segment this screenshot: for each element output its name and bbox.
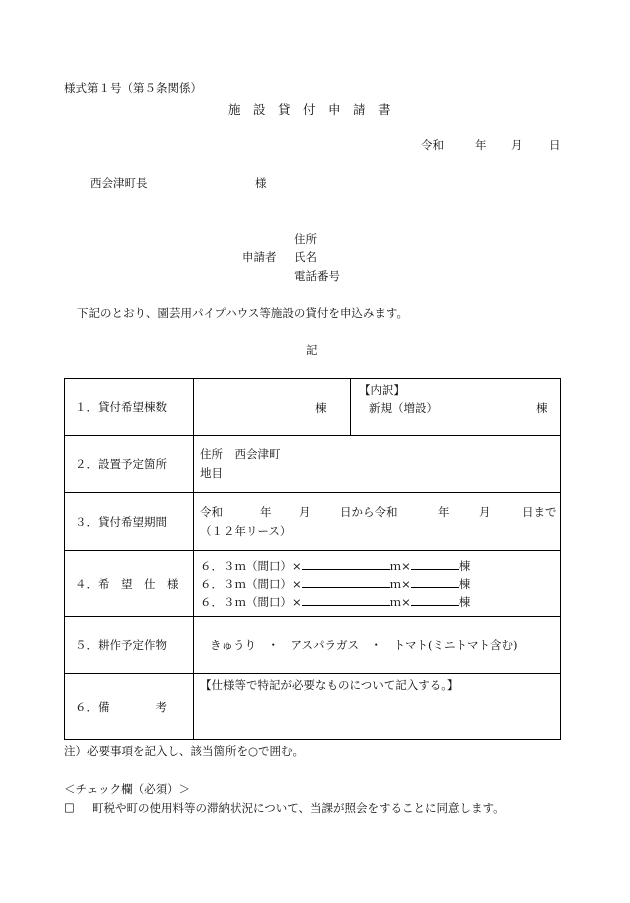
period-year-from: 年	[260, 505, 272, 519]
count-blank[interactable]	[411, 593, 459, 606]
table-row	[65, 617, 561, 674]
consent-checkbox[interactable]: □	[64, 800, 75, 814]
date-month: 月	[511, 138, 523, 152]
period-month-from: 月	[299, 505, 311, 519]
date-year: 年	[475, 138, 487, 152]
document-title: 施 設 貸 付 申 請 書	[228, 102, 391, 117]
spec-line: ６．３ｍ（間口）× ｍ× 棟	[200, 558, 471, 573]
breakdown-unit: 棟	[536, 401, 548, 415]
addressee: 西会津町長	[90, 176, 148, 190]
count-blank[interactable]	[411, 557, 459, 570]
table-row	[65, 493, 561, 551]
location-lot: 地目	[200, 466, 223, 480]
length-blank[interactable]	[302, 575, 390, 588]
length-blank[interactable]	[302, 557, 390, 570]
period-month-to: 月	[479, 505, 491, 519]
spec-line: ６．３ｍ（間口）× ｍ× 棟	[200, 576, 471, 591]
row-label: ３．貸付希望期間	[65, 493, 194, 551]
honorific: 様	[255, 176, 267, 190]
unit-label: 棟	[315, 401, 327, 415]
period-field[interactable]	[194, 493, 561, 551]
location-address: 住所 西会津町	[200, 447, 281, 461]
location-field[interactable]	[194, 436, 561, 493]
remarks-field[interactable]	[194, 674, 561, 740]
consent-text: 町税や町の使用料等の滞納状況について、当課が照会をすることに同意します。	[92, 801, 505, 815]
period-year-to: 年	[438, 505, 450, 519]
row-label: ６．備 考	[65, 674, 194, 740]
table-row	[65, 551, 561, 617]
form-number: 様式第１号（第５条関係）	[64, 81, 202, 95]
remarks-note: 【仕様等で特記が必要なものについて記入する。】	[200, 678, 459, 692]
intro-text: 下記のとおり、園芸用パイプハウス等施設の貸付を申込みます。	[77, 306, 408, 320]
building-count-field[interactable]	[194, 379, 351, 436]
breakdown-title: 【内訳】	[359, 383, 405, 397]
check-title: ＜チェック欄（必須）＞	[64, 782, 191, 796]
period-day-from: 日から令和	[340, 505, 398, 519]
footnote: 注）必要事項を記入し、該当箇所を○で囲む。	[64, 744, 305, 758]
breakdown-item: 新規（増設）	[369, 401, 438, 415]
period-era-from: 令和	[200, 505, 223, 519]
count-blank[interactable]	[411, 575, 459, 588]
length-blank[interactable]	[302, 593, 390, 606]
table-row	[65, 379, 561, 436]
applicant-phone-label: 電話番号	[294, 269, 340, 283]
lease-term: （１２年リース）	[200, 524, 292, 538]
spec-line: ６．３ｍ（間口）× ｍ× 棟	[200, 594, 471, 609]
date-day: 日	[549, 138, 561, 152]
row-label: ５．耕作予定作物	[65, 617, 194, 674]
period-day-to: 日まで	[522, 505, 557, 519]
row-label: １．貸付希望棟数	[65, 379, 194, 436]
table-row	[65, 436, 561, 493]
applicant-name-label: 氏名	[294, 250, 317, 264]
applicant-address-label: 住所	[294, 232, 317, 246]
table-row	[65, 674, 561, 740]
spec-field[interactable]	[194, 551, 561, 617]
row-label: ４．希 望 仕 様	[65, 551, 194, 617]
row-label: ２．設置予定箇所	[65, 436, 194, 493]
date-era: 令和	[421, 138, 444, 152]
ki-heading: 記	[306, 343, 318, 357]
application-table	[64, 378, 561, 740]
breakdown-cell	[351, 379, 561, 436]
crops-field[interactable]: きゅうり ・ アスパラガス ・ トマト(ミニトマト含む)	[194, 617, 561, 674]
applicant-label: 申請者	[242, 250, 277, 264]
